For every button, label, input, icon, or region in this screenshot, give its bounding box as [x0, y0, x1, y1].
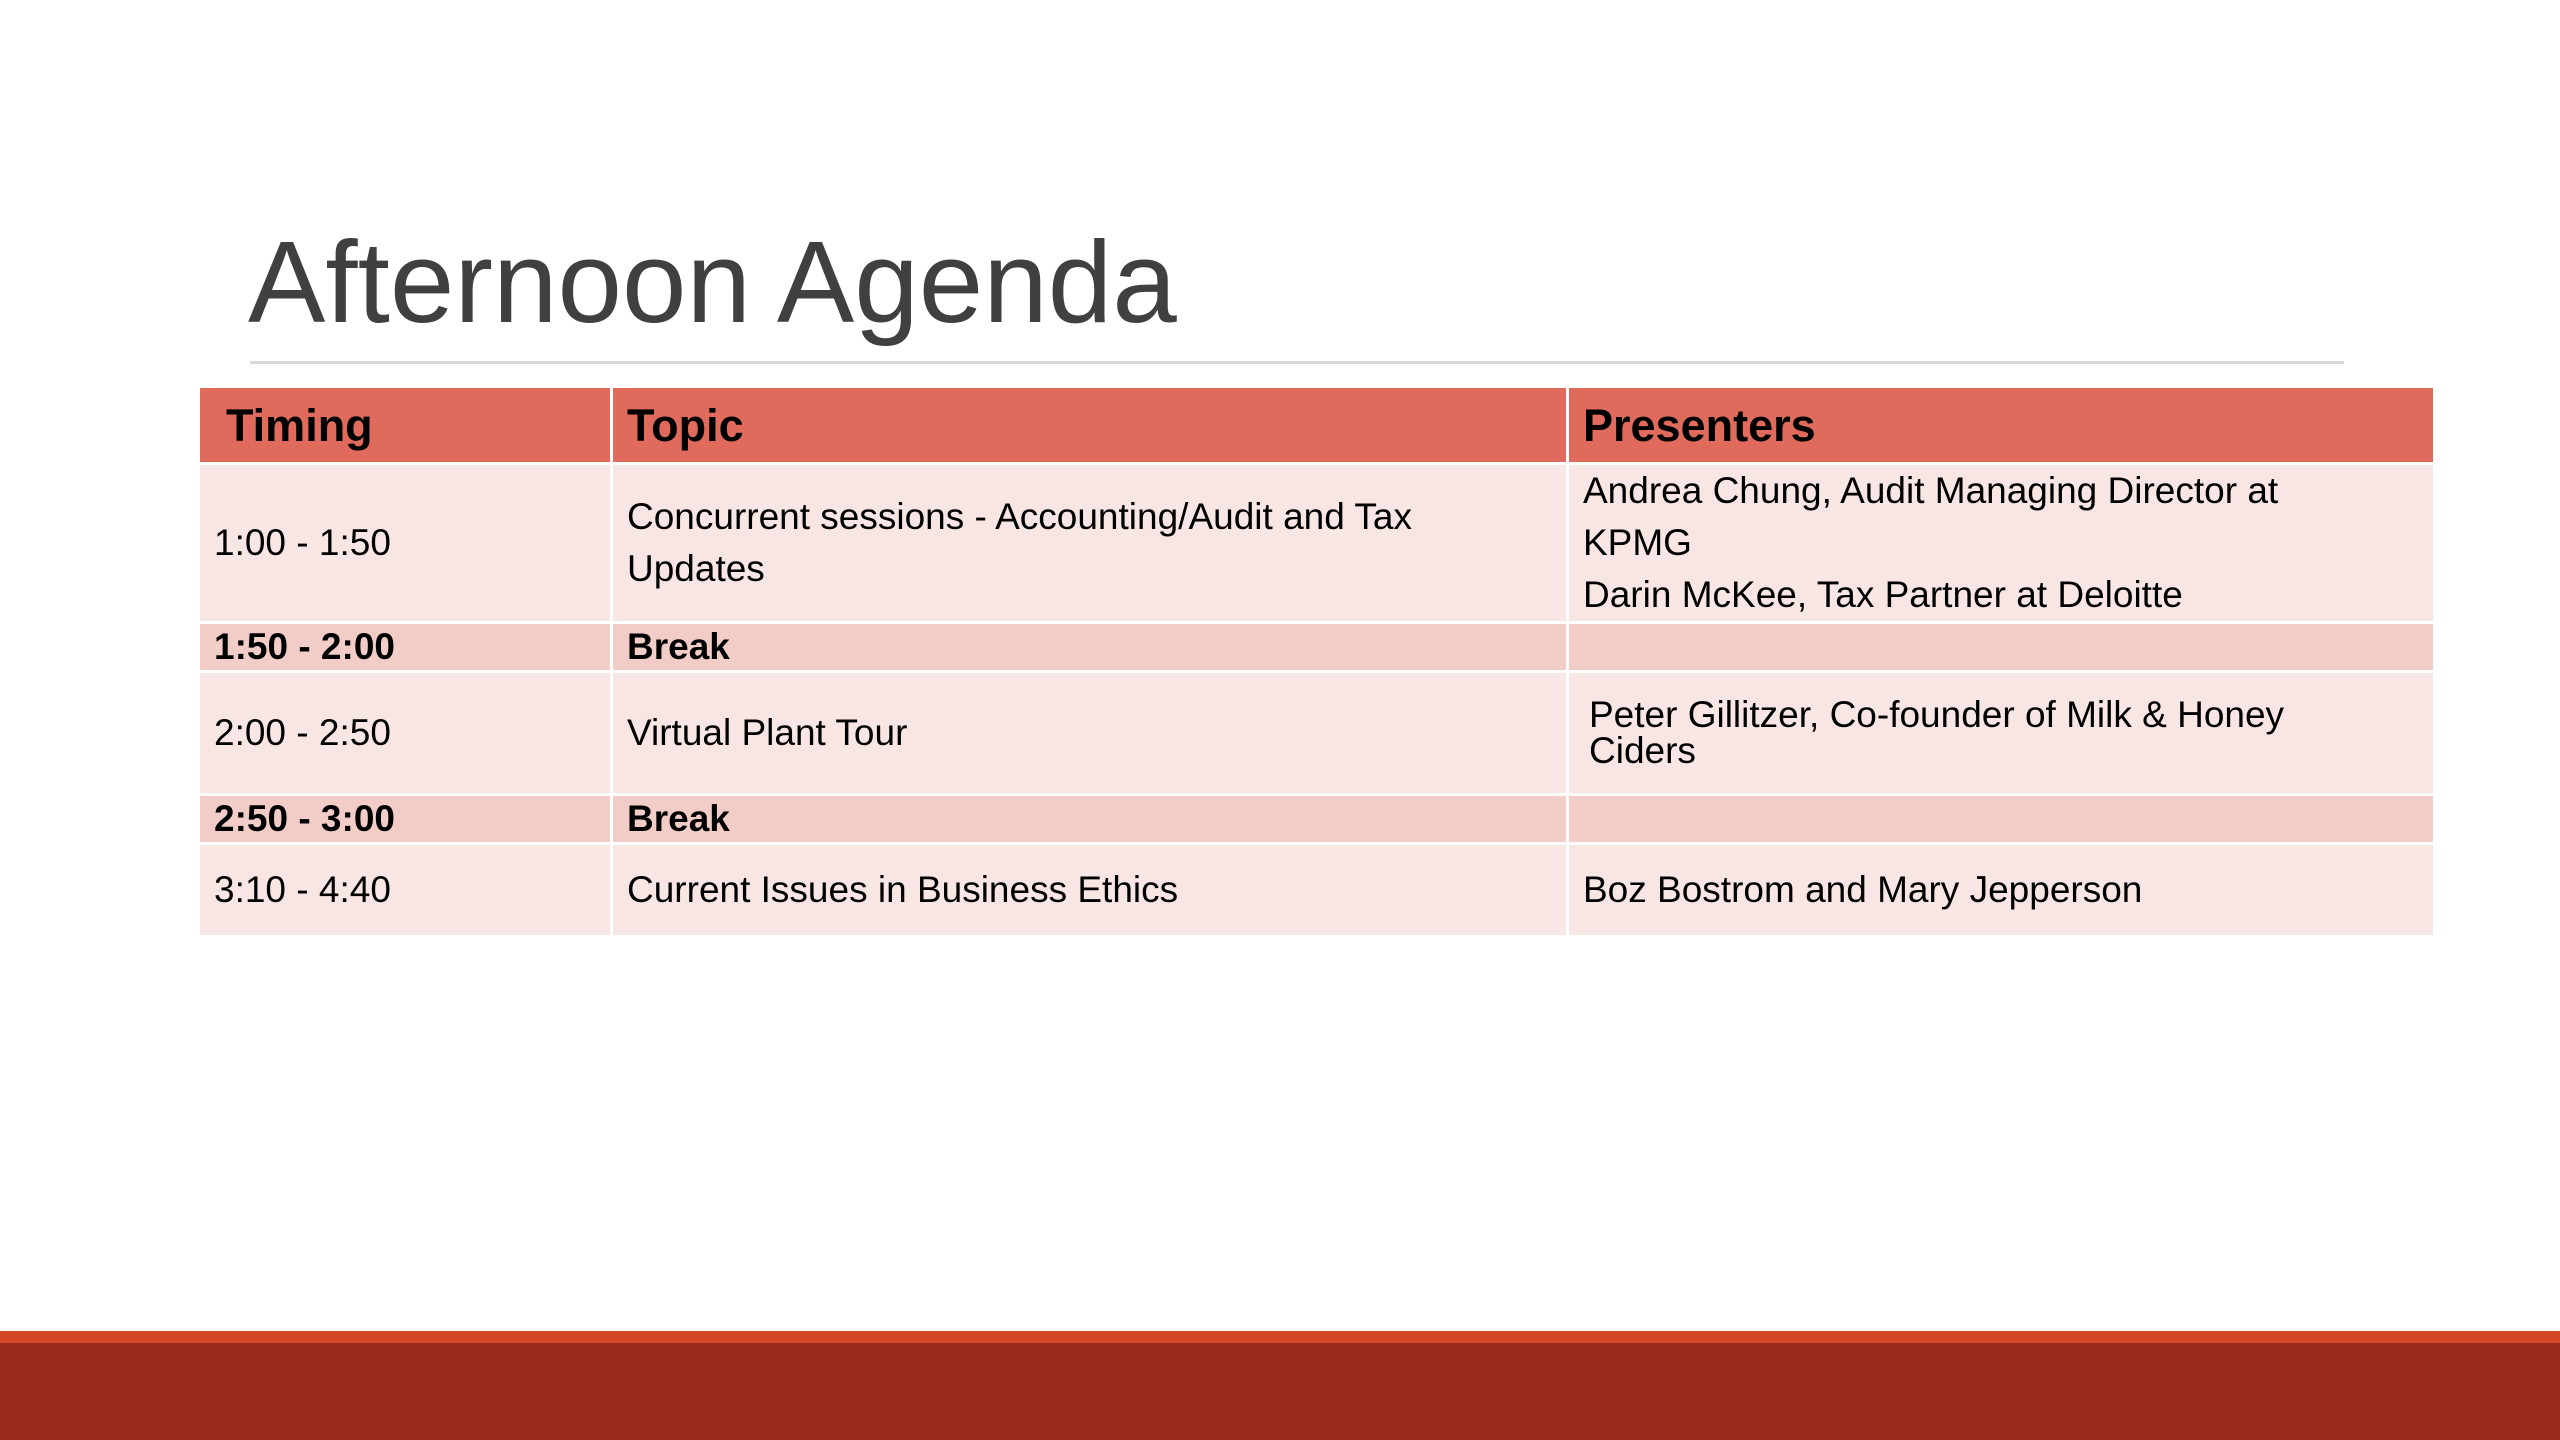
presenter-text: Andrea Chung, Audit Managing Director at: [1583, 470, 2279, 511]
presenter-text: Darin McKee, Tax Partner at Deloitte: [1583, 574, 2183, 615]
presenters-cell: [1568, 464, 2435, 623]
slide-title: Afternoon Agenda: [248, 217, 1177, 347]
table-row-break: [199, 795, 2435, 844]
presenters-cell: [1568, 623, 2435, 672]
table-row: [199, 464, 2435, 623]
topic-cell: Break: [612, 623, 1568, 672]
table-row: [199, 844, 2435, 937]
timing-cell: 2:50 - 3:00: [199, 795, 612, 844]
timing-cell: 1:00 - 1:50: [199, 464, 612, 623]
agenda-table: [197, 385, 2436, 938]
topic-cell: Virtual Plant Tour: [612, 672, 1568, 795]
topic-cell: [612, 464, 1568, 623]
presenters-cell: [1568, 795, 2435, 844]
header-topic: Topic: [612, 387, 1568, 464]
presenter-text: Ciders: [1589, 730, 1696, 771]
title-underline: [250, 361, 2344, 364]
timing-cell: 1:50 - 2:00: [199, 623, 612, 672]
topic-cell: Break: [612, 795, 1568, 844]
topic-text: Concurrent sessions - Accounting/Audit and Tax: [627, 496, 1412, 537]
presenter-text: Peter Gillitzer, Co-founder of Milk & Honey: [1589, 694, 2285, 735]
timing-cell: 2:00 - 2:50: [199, 672, 612, 795]
topic-cell: Current Issues in Business Ethics: [612, 844, 1568, 937]
footer-accent-stripe: [0, 1331, 2560, 1343]
presenters-cell: [1568, 672, 2435, 795]
table-row-break: [199, 623, 2435, 672]
table-row: [199, 672, 2435, 795]
presenters-cell: Boz Bostrom and Mary Jepperson: [1568, 844, 2435, 937]
header-timing: Timing: [199, 387, 612, 464]
topic-text: Updates: [627, 548, 765, 589]
header-presenters: Presenters: [1568, 387, 2435, 464]
timing-cell: 3:10 - 4:40: [199, 844, 612, 937]
table-header-row: [199, 387, 2435, 464]
footer-bar: [0, 1343, 2560, 1440]
presenter-text: KPMG: [1583, 522, 1692, 563]
